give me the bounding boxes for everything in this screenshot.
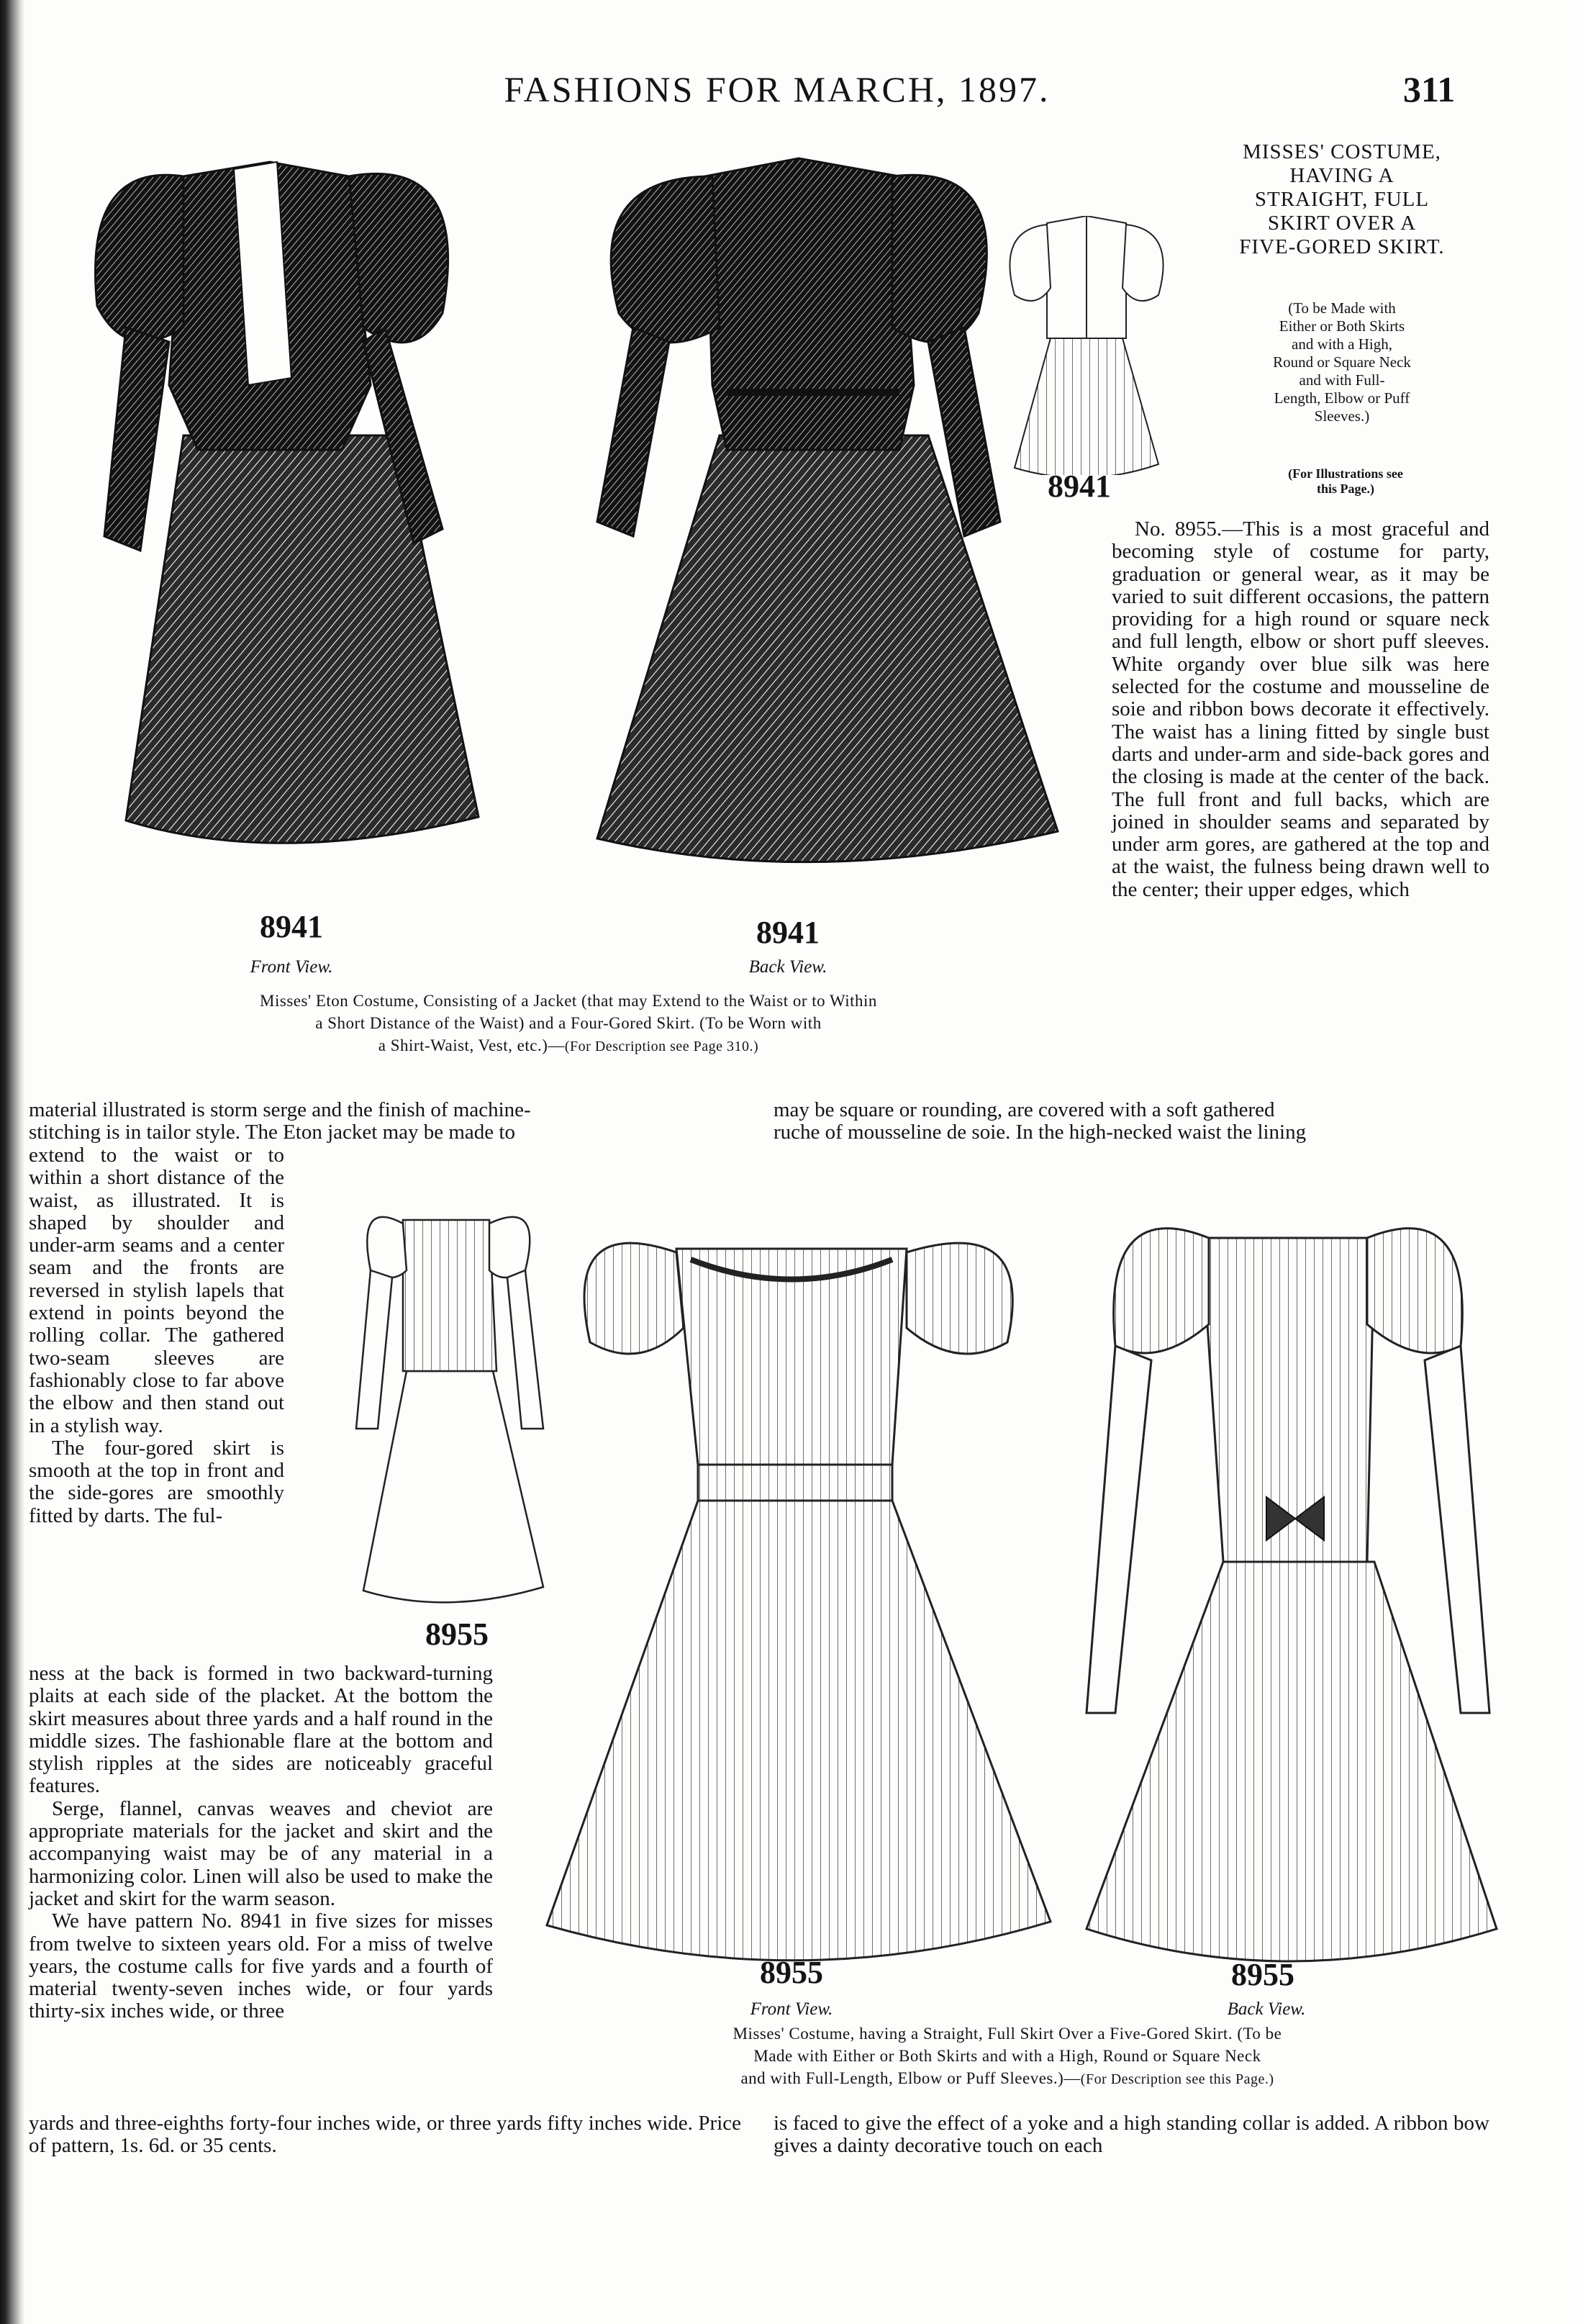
text-line: material illustrated is storm serge and the finish of machine- — [29, 1098, 531, 1121]
bottom-right-text — [774, 2112, 1489, 2158]
text-line: stitching is in tailor style. The Eton jacket may be made to — [29, 1121, 515, 1144]
heading-line: STRAIGHT, FULL — [1254, 188, 1430, 211]
figure-number: 8955 — [425, 1617, 489, 1652]
subheading-line: Sleeves.) — [1314, 407, 1370, 425]
figure-number: 8955 — [760, 1955, 823, 1990]
subheading-line: Either or Both Skirts — [1279, 317, 1405, 335]
heading-line: SKIRT OVER A — [1267, 212, 1417, 235]
paragraph: ness at the back is formed in two backward-turning plaits at each side of the placket. At the bottom the skirt measures about three yards and a half round in the middle sizes. The fashionable flare at the bottom and stylish ripples at the sides are noticeably graceful features. — [29, 1662, 493, 1798]
figure-view-label: Front View. — [750, 1999, 833, 2019]
paragraph: Serge, flannel, canvas weaves and cheviot are appropriate materials for the jacket and skirt and the accompanying waist may be of any material in a harmonizing color. Linen will also be used to make the jacket and skirt for the warm season. — [29, 1796, 493, 1910]
caption-line: Made with Either or Both Skirts and with a High, Round or Square Neck — [753, 2047, 1261, 2065]
right-column-text — [1112, 518, 1489, 901]
left-column-text — [29, 1663, 493, 2023]
bottom-left-text — [29, 2112, 741, 2158]
sidebar-heading — [1191, 140, 1493, 259]
paragraph: No. 8955.—This is a most graceful and becoming style of costume for party, graduation or general wear, as it may be varied to suit different occasions, the pattern providing for a high round or square neck and full length, elbow or short puff sleeves. White organdy over blue silk was here selected for the costume and mousseline de soie and ribbon bows decorate it effectively. The waist has a lining fitted by single bust darts and under-arm and side-back gores and the closing is made at the center of the back. The full front and full backs, which are joined in shoulder seams and separated by under arm gores, are gathered at the top and at the waist, the fulness being drawn well to the center; their upper edges, which — [1112, 517, 1489, 901]
left-narrow-column — [29, 1144, 284, 1527]
paragraph: is faced to give the effect of a yoke and a high standing collar is added. A ribbon bow gives a dainty decorative touch on each — [774, 2112, 1489, 2158]
figure-number: 8955 — [1231, 1957, 1294, 1992]
paragraph: yards and three-eighths forty-four inches wide, or three yards fifty inches wide. Price of pattern, 1s. 6d. or 35 cents. — [29, 2112, 741, 2158]
page-number: 311 — [1403, 69, 1456, 109]
figure-number: 8941 — [1048, 469, 1111, 504]
binding-edge — [0, 0, 24, 2324]
caption-8955 — [504, 2022, 1511, 2091]
figure-8955-front — [518, 1191, 1079, 1976]
figure-view-label: Back View. — [748, 957, 827, 977]
paragraph: The four-gored skirt is smooth at the top in front and the side-gores are smoothly fitted by darts. The ful- — [29, 1436, 284, 1527]
sidebar-subheading — [1191, 299, 1493, 425]
subheading-line: Round or Square Neck — [1273, 353, 1411, 371]
paragraph: We have pattern No. 8941 in five sizes for misses from twelve to sixteen years old. For a miss of twelve years, the costume calls for five yards and a fourth of material twenty-seven inches wide, or four yards thirty-six inches wide, or three — [29, 1909, 493, 2023]
caption-line: Misses' Costume, having a Straight, Full Skirt Over a Five-Gored Skirt. (To be — [732, 2025, 1282, 2043]
subheading-line: Length, Elbow or Puff — [1274, 389, 1410, 407]
sidebar-note — [1209, 466, 1482, 497]
caption-text: and with Full-Length, Elbow or Puff Sleeves.)— — [740, 2069, 1081, 2087]
caption-text: a Shirt-Waist, Vest, etc.)— — [378, 1036, 565, 1054]
caption-reference: (For Description see this Page.) — [1080, 2071, 1274, 2087]
note-line: (For Illustrations see — [1288, 466, 1403, 481]
caption-line: Misses' Eton Costume, Consisting of a Jacket (that may Extend to the Waist or to Within — [260, 992, 877, 1010]
text-line: ruche of mousseline de soie. In the high-necked waist the lining — [774, 1121, 1307, 1144]
running-head: FASHIONS FOR MARCH, 1897. — [504, 69, 1051, 109]
figure-8941-front — [40, 148, 543, 910]
caption-line — [504, 2067, 1511, 2091]
text-line: may be square or rounding, are covered with a soft gathered — [774, 1098, 1275, 1121]
note-line: this Page.) — [1317, 481, 1374, 496]
caption-8941 — [29, 990, 1108, 1058]
figure-number: 8941 — [260, 909, 323, 944]
figure-8955-back — [1072, 1180, 1504, 1979]
subheading-line: (To be Made with — [1288, 299, 1396, 317]
caption-line: a Short Distance of the Waist) and a Four-Gored Skirt. (To be Worn with — [315, 1014, 822, 1032]
figure-view-label: Front View. — [250, 957, 333, 977]
figure-view-label: Back View. — [1227, 1999, 1306, 2019]
subheading-line: and with Full- — [1299, 371, 1385, 389]
subheading-line: and with a High, — [1292, 335, 1392, 353]
figure-number: 8941 — [756, 915, 820, 950]
heading-line: HAVING A — [1289, 164, 1394, 187]
caption-line — [29, 1034, 1108, 1058]
heading-line: MISSES' COSTUME, — [1243, 140, 1441, 163]
heading-line: FIVE-GORED SKIRT. — [1239, 235, 1445, 258]
paragraph: extend to the waist or to within a short distance of the waist, as illustrated. It is shaped by shoulder and under-arm seams and a center seam and the fronts are reversed in stylish lapels that extend in points beyond the rolling collar. The gathered two-seam sleeves are fashionably close to far above the elbow and then stand out in a stylish way. — [29, 1144, 284, 1437]
caption-reference: (For Description see Page 310.) — [564, 1039, 759, 1054]
figure-8941-small — [986, 216, 1187, 475]
